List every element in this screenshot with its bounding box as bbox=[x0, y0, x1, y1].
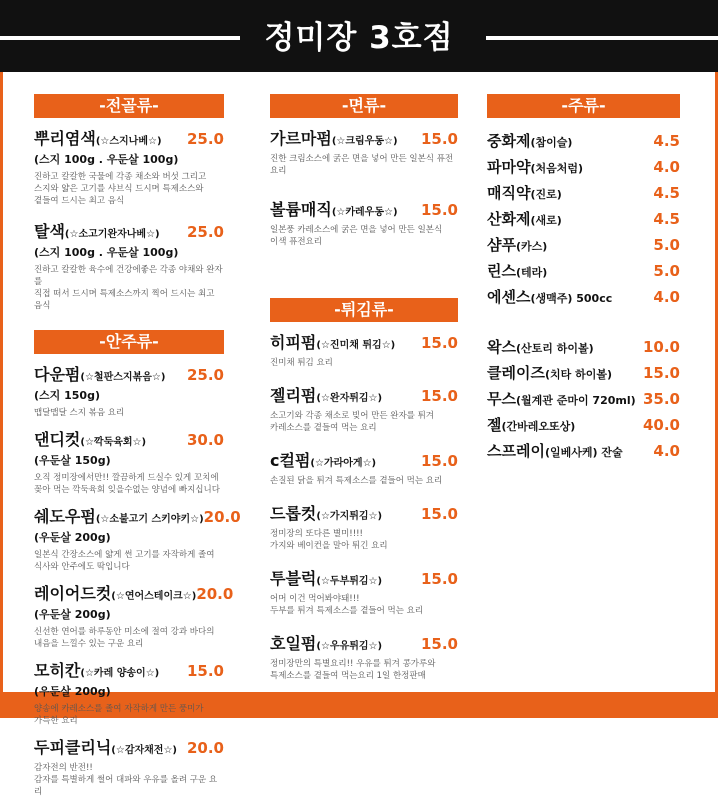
menu-item-name: 볼륨매직(☆카레우동☆) bbox=[270, 200, 398, 219]
menu-item-description: 진하고 칼칼한 육수에 건강에좋은 각종 야채와 완자를 직접 떠서 드시며 특제소스까지 찍어 드시는 최고 음식 bbox=[34, 265, 223, 311]
menu-item-name: 다운펌(☆철판스지볶음☆) bbox=[34, 365, 166, 384]
drink-item bbox=[487, 362, 680, 388]
menu-item bbox=[270, 197, 458, 248]
drink-label bbox=[487, 182, 562, 203]
menu-item-portion: (우둔살 150g) bbox=[34, 454, 111, 467]
menu-item-name: c컬펌(☆가라아게☆) bbox=[270, 451, 377, 470]
drink-name: 스프레이 bbox=[487, 442, 545, 460]
menu-item-row bbox=[34, 427, 224, 450]
drink-price: 4.5 bbox=[653, 132, 680, 150]
drink-item bbox=[487, 260, 680, 286]
menu-item-row bbox=[34, 504, 241, 527]
menu-item-description: 진미채 튀김 요리 bbox=[270, 358, 333, 368]
drink-item bbox=[487, 414, 680, 440]
menu-item-row bbox=[34, 219, 224, 242]
drink-price: 4.5 bbox=[653, 210, 680, 228]
menu-item-price: 15.0 bbox=[420, 130, 458, 148]
drink-name: 젤 bbox=[487, 416, 502, 434]
menu-item-name: 레이어드컷(☆연어스테이크☆) bbox=[34, 584, 197, 603]
drink-subtitle: (참이슬) bbox=[530, 136, 573, 149]
drink-label bbox=[487, 130, 572, 151]
menu-item-row bbox=[34, 126, 224, 149]
menu-item-name: 드롭컷(☆가지튀김☆) bbox=[270, 504, 383, 523]
drink-name: 산화제 bbox=[487, 210, 531, 228]
menu-item bbox=[34, 219, 224, 312]
menu-item-price: 30.0 bbox=[186, 431, 224, 449]
menu-item-description: 맵달맵달 스지 볶음 요리 bbox=[34, 408, 125, 418]
drink-item bbox=[487, 182, 680, 208]
menu-item bbox=[34, 658, 224, 727]
menu-item-price: 15.0 bbox=[420, 201, 458, 219]
drink-price: 4.5 bbox=[653, 184, 680, 202]
menu-item-row bbox=[270, 448, 458, 471]
menu-item-name: 히피펌(☆진미채 튀김☆) bbox=[270, 333, 396, 352]
menu-item-portion: (스지 100g . 우둔살 100g) bbox=[34, 153, 179, 166]
menu-item bbox=[270, 126, 458, 177]
drinks-list-a bbox=[487, 130, 680, 312]
category-snack: -안주류- bbox=[34, 330, 224, 354]
snack-list bbox=[34, 362, 241, 798]
menu-item-price: 20.0 bbox=[186, 739, 224, 757]
menu-item-subtitle: (☆가라아게☆) bbox=[310, 458, 377, 469]
menu-item-price: 20.0 bbox=[203, 508, 241, 526]
drink-name: 클레이즈 bbox=[487, 364, 545, 382]
menu-item bbox=[270, 631, 458, 682]
menu-item-portion: (우둔살 200g) bbox=[34, 685, 111, 698]
menu-item-row bbox=[34, 658, 224, 681]
menu-item-description: 양송에 카레소스를 졸여 자작하게 만든 풍미가 가득한 요리 bbox=[34, 704, 204, 726]
menu-item-description: 오직 정미장에서만!! 깔끔하게 드실수 있게 꼬치에 꽂아 먹는 깍둑육회 잊을수없는 양념에 빠지십니다 bbox=[34, 473, 220, 495]
menu-item-subtitle: (☆가지튀김☆) bbox=[316, 511, 383, 522]
drink-subtitle: (월계관 준마이 720ml) bbox=[515, 394, 636, 407]
drink-name: 파마약 bbox=[487, 158, 531, 176]
menu-item-description: 신선한 연어를 하루동안 미소에 절여 강과 바다의 내음을 느낄수 있는 구운 요리 bbox=[34, 627, 215, 649]
drink-label bbox=[487, 234, 547, 255]
drink-label bbox=[487, 336, 594, 357]
drink-subtitle: (진로) bbox=[530, 188, 562, 201]
drink-price: 5.0 bbox=[653, 236, 680, 254]
menu-item-description: 정미장의 또다른 별미!!!! 가지와 베이컨을 말아 튀긴 요리 bbox=[270, 529, 388, 551]
menu-item-name: 두피클리닉(☆감자채전☆) bbox=[34, 738, 177, 757]
menu-item-name: 뿌리염색(☆스지나베☆) bbox=[34, 129, 162, 148]
drink-item bbox=[487, 156, 680, 182]
menu-item-description: 진하고 칼칼한 국물에 각종 채소와 버섯 그리고 스지와 얇은 고기를 샤브식 드시며 특제소스와 곁들여 드시는 최고 음식 bbox=[34, 172, 207, 206]
header-bar bbox=[0, 0, 718, 72]
menu-item-subtitle: (☆크림우동☆) bbox=[331, 136, 398, 147]
drink-name: 에센스 bbox=[487, 288, 531, 306]
menu-item-subtitle: (☆두부튀김☆) bbox=[316, 576, 383, 587]
menu-item-name: 모히칸(☆카레 양송이☆) bbox=[34, 661, 160, 680]
drinks-list-b bbox=[487, 336, 680, 466]
menu-item bbox=[34, 427, 224, 496]
drink-label bbox=[487, 208, 562, 229]
drink-label bbox=[487, 414, 575, 435]
drink-item bbox=[487, 208, 680, 234]
menu-item-name: 투블럭(☆두부튀김☆) bbox=[270, 569, 383, 588]
menu-item-row bbox=[270, 126, 458, 149]
menu-item-row bbox=[270, 631, 458, 654]
menu-item bbox=[270, 448, 458, 487]
menu-item-row bbox=[34, 735, 224, 758]
drink-name: 왁스 bbox=[487, 338, 516, 356]
drink-subtitle: (테라) bbox=[515, 266, 548, 279]
menu-item-name: 댄디컷(☆깍둑육회☆) bbox=[34, 430, 147, 449]
menu-item-row bbox=[34, 362, 224, 385]
drink-price: 5.0 bbox=[653, 262, 680, 280]
menu-item bbox=[34, 362, 224, 419]
drink-price: 4.0 bbox=[653, 288, 680, 306]
menu-item-price: 15.0 bbox=[420, 334, 458, 352]
drink-name: 중화제 bbox=[487, 132, 531, 150]
drink-item bbox=[487, 130, 680, 156]
drink-label bbox=[487, 362, 612, 383]
menu-item-price: 15.0 bbox=[420, 635, 458, 653]
menu-item-price: 15.0 bbox=[420, 387, 458, 405]
noodle-list bbox=[270, 126, 458, 248]
menu-item-subtitle: (☆카레 양송이☆) bbox=[80, 668, 160, 679]
menu-item-price: 15.0 bbox=[186, 662, 224, 680]
menu-item-subtitle: (☆소고기완자나베☆) bbox=[64, 229, 160, 240]
drink-item bbox=[487, 234, 680, 260]
menu-item-description: 정미장만의 특별요리!! 우유를 튀겨 콩가루와 특제소스를 곁들여 먹는요리 1일 한정판매 bbox=[270, 659, 436, 681]
menu-item-portion: (우둔살 200g) bbox=[34, 608, 111, 621]
column-right bbox=[487, 94, 680, 466]
column-left bbox=[34, 94, 241, 806]
menu-item-name: 가르마펌(☆크림우동☆) bbox=[270, 129, 398, 148]
drink-label bbox=[487, 156, 583, 177]
drink-item bbox=[487, 440, 680, 466]
category-fried: -튀김류- bbox=[270, 298, 458, 322]
drink-subtitle: (처음처럼) bbox=[530, 162, 584, 175]
menu-item-subtitle: (☆우유튀김☆) bbox=[316, 641, 383, 652]
column-middle bbox=[270, 94, 458, 696]
menu-item-subtitle: (☆소불고기 스키야키☆) bbox=[95, 514, 204, 525]
drink-price: 4.0 bbox=[653, 158, 680, 176]
category-drinks: -주류- bbox=[487, 94, 680, 118]
menu-item-description: 진한 크림소스에 굵은 면을 넣어 만든 일본식 퓨전요리 bbox=[270, 154, 454, 176]
drink-subtitle: (산토리 하이볼) bbox=[515, 342, 594, 355]
page-title: 정미장 3호점 bbox=[264, 20, 454, 56]
menu-item bbox=[270, 383, 458, 434]
menu-item-description: 손질된 닭을 튀겨 특제소스를 곁들어 먹는 요리 bbox=[270, 476, 443, 486]
drink-price: 35.0 bbox=[642, 390, 680, 408]
menu-item-price: 25.0 bbox=[186, 130, 224, 148]
drink-subtitle: (일베사케) 잔술 bbox=[544, 446, 623, 459]
fried-list bbox=[270, 330, 458, 682]
drink-name: 매직약 bbox=[487, 184, 531, 202]
menu-item bbox=[270, 501, 458, 552]
drink-item bbox=[487, 286, 680, 312]
drink-subtitle: (치타 하이볼) bbox=[544, 368, 612, 381]
menu-item-description: 어머 이건 먹어봐야돼!!! 두부를 튀겨 특제소스를 곁들어 먹는 요리 bbox=[270, 594, 424, 616]
drink-subtitle: (간바레오또상) bbox=[501, 420, 576, 433]
menu-item-name: 호일펌(☆우유튀김☆) bbox=[270, 634, 383, 653]
menu-item bbox=[270, 330, 458, 369]
main-list bbox=[34, 126, 224, 312]
menu-item-description: 소고기와 각종 채소로 빚어 만든 완자를 튀겨 카레소스를 곁들여 먹는 요리 bbox=[270, 411, 435, 433]
drink-subtitle: (생맥주) 500cc bbox=[530, 292, 613, 305]
drink-price: 15.0 bbox=[642, 364, 680, 382]
menu-item-price: 15.0 bbox=[420, 570, 458, 588]
menu-item-price: 15.0 bbox=[420, 505, 458, 523]
menu-item-name: 젤리펌(☆완자튀김☆) bbox=[270, 386, 383, 405]
menu-item-price: 15.0 bbox=[420, 452, 458, 470]
menu-item-row bbox=[270, 566, 458, 589]
menu-item-description: 감자전의 반전!! 감자를 특별하게 썰어 대파와 우유를 올려 구운 요리 bbox=[34, 763, 218, 797]
menu-item-description: 일본식 간장소스에 얇게 썬 고기를 자작하게 졸여 식사와 안주에도 딱입니다 bbox=[34, 550, 215, 572]
menu-item-subtitle: (☆진미채 튀김☆) bbox=[316, 340, 396, 351]
menu-item-subtitle: (☆감자채전☆) bbox=[111, 745, 177, 756]
menu-item-price: 20.0 bbox=[196, 585, 234, 603]
menu-item bbox=[34, 504, 241, 573]
menu-item bbox=[34, 735, 224, 798]
menu-item-row bbox=[270, 330, 458, 353]
menu-item-row bbox=[270, 383, 458, 406]
drink-label bbox=[487, 286, 612, 307]
menu-item-subtitle: (☆카레우동☆) bbox=[331, 207, 398, 218]
category-main: -전골류- bbox=[34, 94, 224, 118]
menu-item-row bbox=[270, 197, 458, 220]
menu-item-portion: (스지 150g) bbox=[34, 389, 100, 402]
drink-price: 40.0 bbox=[642, 416, 680, 434]
drink-item bbox=[487, 336, 680, 362]
menu-item-subtitle: (☆깍둑육회☆) bbox=[80, 437, 147, 448]
menu-item-name: 쉐도우펌(☆소불고기 스키야키☆) bbox=[34, 507, 204, 526]
menu-item bbox=[34, 581, 234, 650]
drink-label bbox=[487, 440, 623, 461]
drink-label bbox=[487, 260, 547, 281]
drink-item bbox=[487, 388, 680, 414]
menu-item-subtitle: (☆철판스지볶음☆) bbox=[80, 372, 166, 383]
drink-subtitle: (새로) bbox=[530, 214, 562, 227]
drink-label bbox=[487, 388, 636, 409]
drink-price: 10.0 bbox=[642, 338, 680, 356]
menu-item-subtitle: (☆완자튀김☆) bbox=[316, 393, 383, 404]
drink-name: 무스 bbox=[487, 390, 516, 408]
drink-subtitle: (카스) bbox=[515, 240, 548, 253]
menu-item-subtitle: (☆연어스테이크☆) bbox=[111, 591, 197, 602]
menu-item-description: 일본풍 카레소스에 굵은 면을 넣어 만든 일본식 이색 퓨전요리 bbox=[270, 225, 443, 247]
category-noodle: -면류- bbox=[270, 94, 458, 118]
menu-item bbox=[270, 566, 458, 617]
drink-name: 샴푸 bbox=[487, 236, 516, 254]
menu-item-row bbox=[270, 501, 458, 524]
menu-item bbox=[34, 126, 224, 207]
drink-name: 린스 bbox=[487, 262, 516, 280]
menu-item-price: 25.0 bbox=[186, 223, 224, 241]
menu-item-subtitle: (☆스지나베☆) bbox=[95, 136, 162, 147]
menu-item-portion: (우둔살 200g) bbox=[34, 531, 111, 544]
left-border bbox=[0, 72, 3, 692]
menu-item-portion: (스지 100g . 우둔살 100g) bbox=[34, 246, 179, 259]
menu-item-row bbox=[34, 581, 234, 604]
drink-price: 4.0 bbox=[653, 442, 680, 460]
menu-item-price: 25.0 bbox=[186, 366, 224, 384]
menu-item-name: 탈색(☆소고기완자나베☆) bbox=[34, 222, 160, 241]
